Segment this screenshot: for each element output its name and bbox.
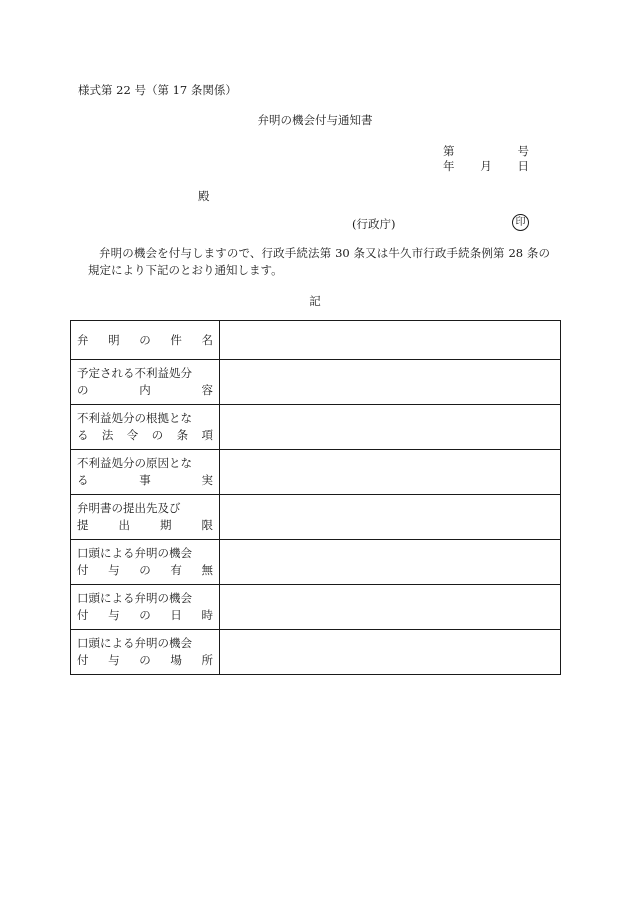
row-label-text: 不利益処分の根拠とな [77, 411, 192, 425]
row-label-text: 与 [108, 608, 120, 622]
row-label-text: 弁明書の提出先及び [77, 501, 181, 515]
table-row [71, 450, 561, 495]
row-label-text: 予定される不利益処分 [77, 366, 192, 380]
row-label-text: の [77, 383, 89, 397]
row-label-line [77, 332, 213, 349]
row-label-text: 名 [201, 332, 213, 347]
row-value-cell [220, 321, 561, 360]
row-label-text: 内 [139, 383, 151, 397]
row-label-text: 提 [77, 518, 89, 532]
number-prefix: 第 [443, 144, 455, 158]
row-label-text: 有 [170, 563, 182, 577]
row-label-text: 出 [118, 518, 130, 532]
detail-table [70, 320, 561, 675]
document-number-line [443, 143, 529, 159]
row-label-text: 口頭による弁明の機会 [77, 591, 192, 605]
row-label-text: 期 [160, 518, 172, 532]
addressee-suffix: 殿 [198, 189, 210, 203]
row-label-line [77, 455, 213, 472]
row-label-cell [71, 321, 220, 360]
row-label-line [77, 652, 213, 669]
table-row [71, 630, 561, 675]
row-label-text: 付 [77, 608, 89, 622]
date-year: 年 [443, 159, 455, 173]
row-label-cell [71, 360, 220, 405]
row-label-line [77, 517, 213, 534]
row-label-text: 与 [108, 563, 120, 577]
date-day: 日 [517, 159, 529, 173]
row-label-line [77, 500, 213, 517]
row-label-text: 件 [170, 332, 182, 347]
row-label-text: 口頭による弁明の機会 [77, 546, 192, 560]
row-label-text: る [77, 428, 89, 442]
table-row [71, 585, 561, 630]
row-label-line [77, 635, 213, 652]
row-label-text: 時 [201, 608, 213, 622]
row-label-line [77, 365, 213, 382]
table-row [71, 540, 561, 585]
table-row [71, 321, 561, 360]
document-title: 弁明の機会付与通知書 [257, 113, 373, 127]
table-row [71, 360, 561, 405]
row-value-cell [220, 360, 561, 405]
row-label-line [77, 410, 213, 427]
row-value-cell [220, 585, 561, 630]
row-label-text: 実 [201, 473, 213, 487]
row-label-text: の [139, 608, 151, 622]
row-label-line [77, 427, 213, 444]
document-date-line [443, 158, 529, 174]
row-label-text: 容 [201, 383, 213, 397]
date-month: 月 [480, 159, 492, 173]
row-label-line [77, 562, 213, 579]
row-label-text: 無 [201, 563, 213, 577]
row-label-text: 条 [176, 428, 189, 442]
row-label-text: 限 [201, 518, 213, 532]
row-label-text: 口頭による弁明の機会 [77, 636, 192, 650]
row-value-cell [220, 630, 561, 675]
row-label-cell [71, 495, 220, 540]
row-label-cell [71, 450, 220, 495]
row-label-cell [71, 630, 220, 675]
row-label-text: る [77, 473, 89, 487]
row-value-cell [220, 450, 561, 495]
row-label-text: 令 [126, 428, 139, 442]
row-label-text: 付 [77, 563, 89, 577]
row-label-text: の [139, 332, 151, 347]
row-label-text: 付 [77, 653, 89, 667]
form-number: 様式第 22 号（第 17 条関係） [78, 83, 237, 97]
issuer-label: (行政庁) [352, 217, 396, 231]
row-label-text: 弁 [77, 332, 89, 347]
row-label-line [77, 382, 213, 399]
row-label-line [77, 472, 213, 489]
row-value-cell [220, 540, 561, 585]
seal-mark: 印 [512, 214, 529, 231]
row-value-cell [220, 405, 561, 450]
row-label-text: 事 [139, 473, 151, 487]
row-label-text: 与 [108, 653, 120, 667]
row-label-text: 項 [201, 428, 213, 442]
row-label-text: の [139, 563, 151, 577]
row-label-cell [71, 585, 220, 630]
row-label-text: の [151, 428, 164, 442]
row-label-text: 明 [108, 332, 120, 347]
row-label-line [77, 607, 213, 624]
row-label-cell [71, 405, 220, 450]
row-label-cell [71, 540, 220, 585]
number-suffix: 号 [517, 144, 529, 158]
row-label-text: 不利益処分の原因とな [77, 456, 192, 470]
row-label-text: 法 [101, 428, 114, 442]
row-label-text: 日 [170, 608, 182, 622]
row-label-line [77, 545, 213, 562]
table-row [71, 495, 561, 540]
row-label-text: 場 [170, 653, 182, 667]
notice-body: 弁明の機会を付与しますので、行政手続法第 30 条又は牛久市行政手続条例第 28 条の規定により下記のとおり通知します。 [88, 246, 550, 277]
row-value-cell [220, 495, 561, 540]
row-label-line [77, 590, 213, 607]
table-row [71, 405, 561, 450]
ki-heading: 記 [309, 294, 321, 308]
row-label-text: 所 [201, 653, 213, 667]
row-label-text: の [139, 653, 151, 667]
